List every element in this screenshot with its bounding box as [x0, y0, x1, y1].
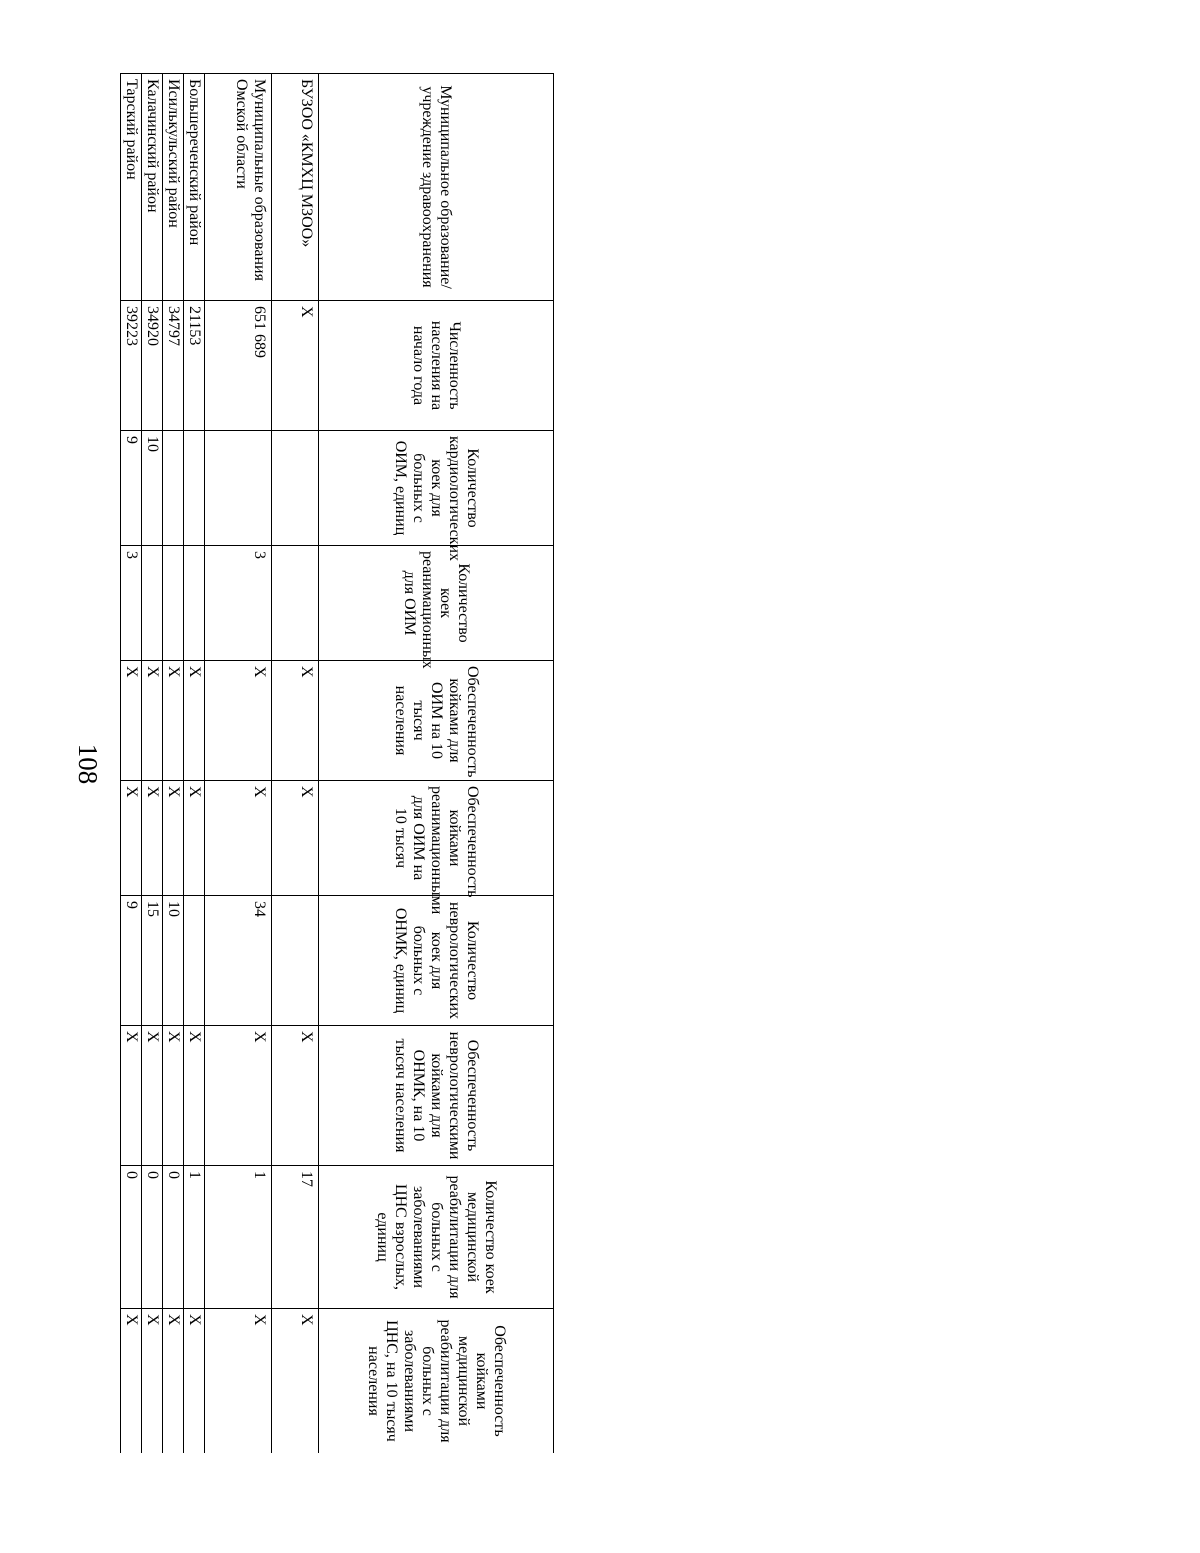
rehab-beds-cell: 0 [121, 1166, 142, 1309]
oim-supply-cell: Х [272, 661, 319, 781]
cardio-beds-cell: 9 [121, 431, 142, 546]
table-container [110, 73, 554, 1453]
rehab-supply-cell: Х [163, 1309, 184, 1454]
rehab-beds-cell: 17 [272, 1166, 319, 1309]
icu-beds-cell [163, 546, 184, 661]
icu-supply-cell: Х [272, 781, 319, 896]
beds-statistics-table [120, 73, 554, 1453]
row-name-cell: Тарский район [121, 74, 142, 301]
col-header-population: Численность населения на начало года [319, 301, 554, 431]
col-header-rehab-beds: Количество коек медицинской реабилитации для больных с заболеваниями ЦНС взрослых, единиц [319, 1166, 554, 1309]
rotated-table-frame [110, 73, 554, 1453]
row-name-cell: Большереченский район [184, 74, 205, 301]
population-cell: 39223 [121, 301, 142, 431]
oim-supply-cell: Х [163, 661, 184, 781]
rehab-supply-cell: Х [205, 1309, 272, 1454]
neuro-beds-cell [184, 896, 205, 1026]
row-name-cell: Муниципальные образования Омской области [205, 74, 272, 301]
neuro-supply-cell: Х [184, 1026, 205, 1166]
col-header-neuro-beds-onmk: Количество неврологических коек для больных с ОНМК, единиц [319, 896, 554, 1026]
table-row [272, 74, 319, 1454]
icu-beds-cell [272, 546, 319, 661]
col-header-icu-oim-bed-supply: Обеспеченность койками реанимационными для ОИМ на 10 тысяч [319, 781, 554, 896]
neuro-supply-cell: Х [121, 1026, 142, 1166]
neuro-beds-cell: 10 [163, 896, 184, 1026]
icu-supply-cell: Х [163, 781, 184, 896]
table-row [184, 74, 205, 1454]
neuro-beds-cell [272, 896, 319, 1026]
rehab-supply-cell: Х [121, 1309, 142, 1454]
icu-supply-cell: Х [142, 781, 163, 896]
cardio-beds-cell [163, 431, 184, 546]
table-row [205, 74, 272, 1454]
neuro-beds-cell: 9 [121, 896, 142, 1026]
oim-supply-cell: Х [142, 661, 163, 781]
icu-beds-cell: 3 [205, 546, 272, 661]
neuro-supply-cell: Х [142, 1026, 163, 1166]
rehab-supply-cell: Х [184, 1309, 205, 1454]
col-header-rehab-bed-supply: Обеспеченность койками медицинской реабилитации для больных с заболеваниями ЦНС, на 10 тысяч населения [319, 1309, 554, 1454]
icu-supply-cell: Х [205, 781, 272, 896]
row-name-cell: Калачинский район [142, 74, 163, 301]
cardio-beds-cell [272, 431, 319, 546]
cardio-beds-cell: 10 [142, 431, 163, 546]
population-cell: 651 689 [205, 301, 272, 431]
page-number: 108 [73, 743, 104, 785]
population-cell: 34920 [142, 301, 163, 431]
population-cell: 21153 [184, 301, 205, 431]
icu-beds-cell [184, 546, 205, 661]
neuro-supply-cell: Х [205, 1026, 272, 1166]
neuro-supply-cell: Х [163, 1026, 184, 1166]
col-header-neuro-bed-supply: Обеспеченность неврологическими койками для ОНМК, на 10 тысяч населения [319, 1026, 554, 1166]
icu-beds-cell: 3 [121, 546, 142, 661]
rehab-beds-cell: 0 [142, 1166, 163, 1309]
table-row [121, 74, 142, 1454]
table-row [142, 74, 163, 1454]
population-cell: Х [272, 301, 319, 431]
rehab-supply-cell: Х [272, 1309, 319, 1454]
neuro-supply-cell: Х [272, 1026, 319, 1166]
oim-supply-cell: Х [205, 661, 272, 781]
rehab-beds-cell: 1 [184, 1166, 205, 1309]
rehab-beds-cell: 1 [205, 1166, 272, 1309]
icu-supply-cell: Х [121, 781, 142, 896]
table-row [163, 74, 184, 1454]
col-header-oim-bed-supply: Обеспеченность койками для ОИМ на 10 тысяч населения [319, 661, 554, 781]
neuro-beds-cell: 15 [142, 896, 163, 1026]
row-name-cell: Исилькульский район [163, 74, 184, 301]
oim-supply-cell: Х [184, 661, 205, 781]
col-header-municipality: Муниципальное образование/ учреждение здравоохранения [319, 74, 554, 301]
icu-supply-cell: Х [184, 781, 205, 896]
rehab-beds-cell: 0 [163, 1166, 184, 1309]
population-cell: 34797 [163, 301, 184, 431]
neuro-beds-cell: 34 [205, 896, 272, 1026]
cardio-beds-cell [184, 431, 205, 546]
oim-supply-cell: Х [121, 661, 142, 781]
row-name-cell: БУЗОО «КМХЦ МЗОО» [272, 74, 319, 301]
icu-beds-cell [142, 546, 163, 661]
col-header-icu-beds-oim: Количество коек реанимационных для ОИМ [319, 546, 554, 661]
rehab-supply-cell: Х [142, 1309, 163, 1454]
col-header-cardio-beds-oim: Количество кардиологических коек для больных с ОИМ, единиц [319, 431, 554, 546]
header-row [319, 74, 554, 1454]
cardio-beds-cell [205, 431, 272, 546]
